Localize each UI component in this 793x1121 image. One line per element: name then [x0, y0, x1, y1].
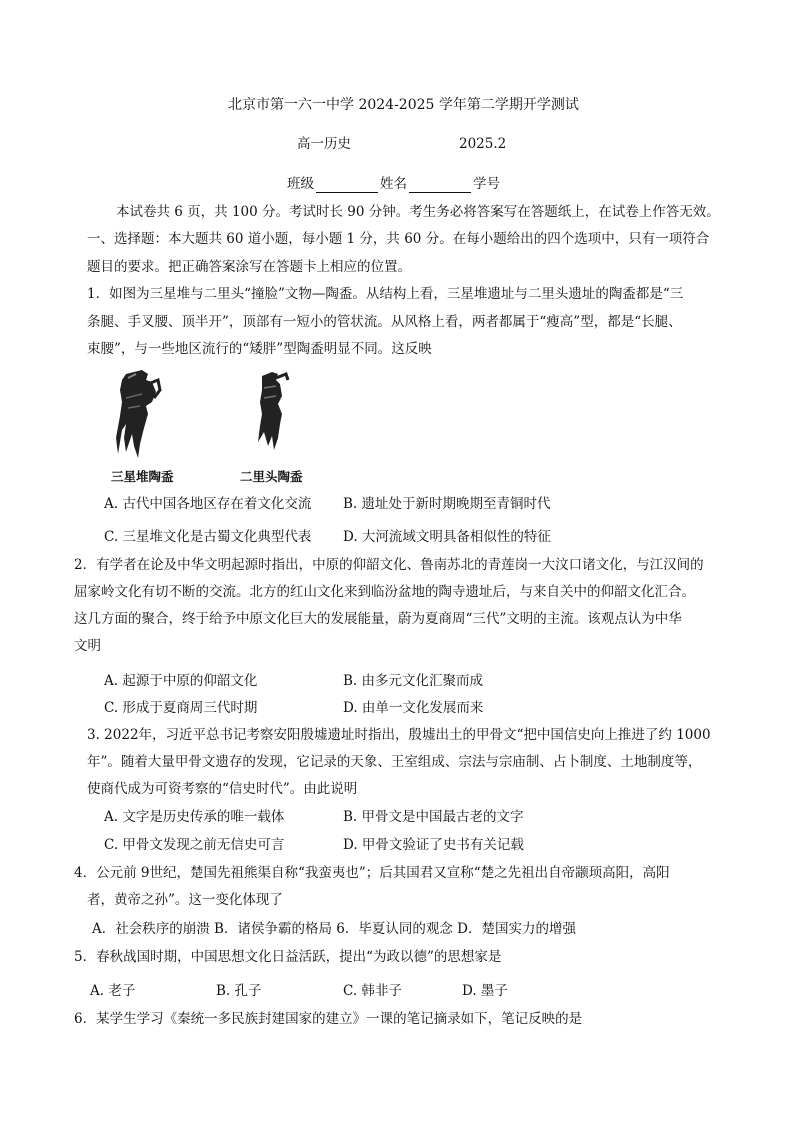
q4-line2: 者，黄帝之孙”。这一变化体现了 — [87, 892, 283, 908]
q2-line3: 这几方面的聚合，终于给予中原文化巨大的发展能量，蔚为夏商周“三代”文明的主流。该观点认为中华 — [74, 611, 682, 627]
q1-line2: 条腿、手叉腰、顶半开”，顶部有一短小的管状流。从风格上看，两者都属于“瘦高”型，都是“长腿、 — [87, 314, 682, 330]
q5-option-c: C. 韩非子 — [343, 983, 402, 999]
q3-option-a: A. 文字是历史传承的唯一载体 — [104, 809, 285, 825]
q2-line4: 文明 — [74, 638, 101, 654]
section1-line2: 题目的要求。把正确答案涂写在答题卡上相应的位置。 — [87, 259, 411, 275]
q1-option-d: D. 大河流域文明具备相似性的特征 — [343, 529, 551, 545]
q3-option-b: B. 甲骨文是中国最古老的文字 — [343, 809, 524, 825]
q2-option-c: C. 形成于夏商周三代时期 — [104, 700, 258, 716]
q4-line1: 4．公元前 9世纪，楚国先祖熊渠自称“我蛮夷也”；后其国君又宣称“楚之先祖出自帝颛顼高阳，高阳 — [74, 865, 670, 881]
name-blank — [409, 178, 471, 193]
caption-sanxingdui: 三星堆陶盉 — [111, 469, 174, 484]
q5-option-b: B. 孔子 — [216, 983, 262, 999]
q1-line3: 束腰”，与一些地区流行的“矮胖”型陶盉明显不同。这反映 — [87, 341, 432, 357]
q4-options: A．社会秩序的崩溃 B．诸侯争霸的格局 6．毕夏认同的观念 D．楚国实力的增强 — [92, 921, 576, 937]
q3-option-c: C. 甲骨文发现之前无信史可言 — [104, 837, 285, 853]
q6-line1: 6．某学生学习《秦统一多民族封建国家的建立》一课的笔记摘录如下，笔记反映的是 — [74, 1011, 583, 1027]
q3-line2: 年”。随着大量甲骨文遗存的发现，它记录的天象、王室组成、宗法与宗庙制、占卜制度、土地制度等， — [87, 754, 702, 770]
exam-date: 2025.2 — [459, 136, 507, 152]
sanxingdui-pottery-image — [112, 368, 162, 460]
id-label: 学号 — [473, 176, 500, 192]
q3-line1: 3. 2022年，习近平总书记考察安阳殷墟遗址时指出，殷墟出土的甲骨文“把中国信史向上推进了约 1000 — [87, 727, 711, 743]
q1-option-b: B. 遗址处于新时期晚期至青铜时代 — [343, 496, 551, 512]
q2-option-a: A. 起源于中原的仰韶文化 — [104, 673, 258, 689]
exam-intro: 本试卷共 6 页，共 100 分。考试时长 90 分钟。考生务必将答案写在答题纸上，在试卷上作答无效。 — [116, 204, 720, 220]
q5-line1: 5．春秋战国时期，中国思想文化日益活跃，提出“为政以德”的思想家是 — [74, 949, 502, 965]
section1-line1: 一、选择题：本大题共 60 道小题，每小题 1 分，共 60 分。在每小题给出的四个选项中，只有一项符合 — [87, 231, 710, 247]
q5-option-d: D. 墨子 — [462, 983, 508, 999]
name-label: 姓名 — [380, 176, 407, 192]
school-title: 北京市第一六一中学 2024-2025 学年第二学期开学测试 — [228, 97, 579, 113]
q3-option-d: D. 甲骨文验证了史书有关记载 — [343, 837, 524, 853]
q1-line1: 1．如图为三星堆与二里头“撞脸”文物—陶盉。从结构上看，三星堆遗址与二里头遗址的陶盉都是“三 — [87, 286, 684, 302]
student-info-row — [287, 175, 500, 193]
q3-line3: 使商代成为可资考察的“信史时代”。由此说明 — [87, 781, 358, 797]
class-blank — [316, 178, 378, 193]
q2-option-d: D. 由单一文化发展而来 — [343, 700, 484, 716]
q1-option-a: A. 古代中国各地区存在着文化交流 — [104, 496, 312, 512]
q2-line2: 屈家岭文化有切不断的交流。北方的红山文化来到临汾盆地的陶寺遗址后，与来自关中的仰韶文化汇合。 — [74, 584, 695, 600]
q2-option-b: B. 由多元文化汇聚而成 — [343, 673, 484, 689]
subject-label: 高一历史 — [297, 136, 351, 152]
q2-line1: 2．有学者在论及中华文明起源时指出，中原的仰韶文化、鲁南苏北的青莲岗一大汶口诸文化，与江汉间的 — [74, 557, 704, 573]
erlitou-pottery-image — [252, 370, 296, 452]
q1-option-c: C. 三星堆文化是古蜀文化典型代表 — [104, 529, 312, 545]
class-label: 班级 — [287, 176, 314, 192]
q5-option-a: A. 老子 — [90, 983, 136, 999]
caption-erlitou: 二里头陶盉 — [240, 469, 303, 484]
